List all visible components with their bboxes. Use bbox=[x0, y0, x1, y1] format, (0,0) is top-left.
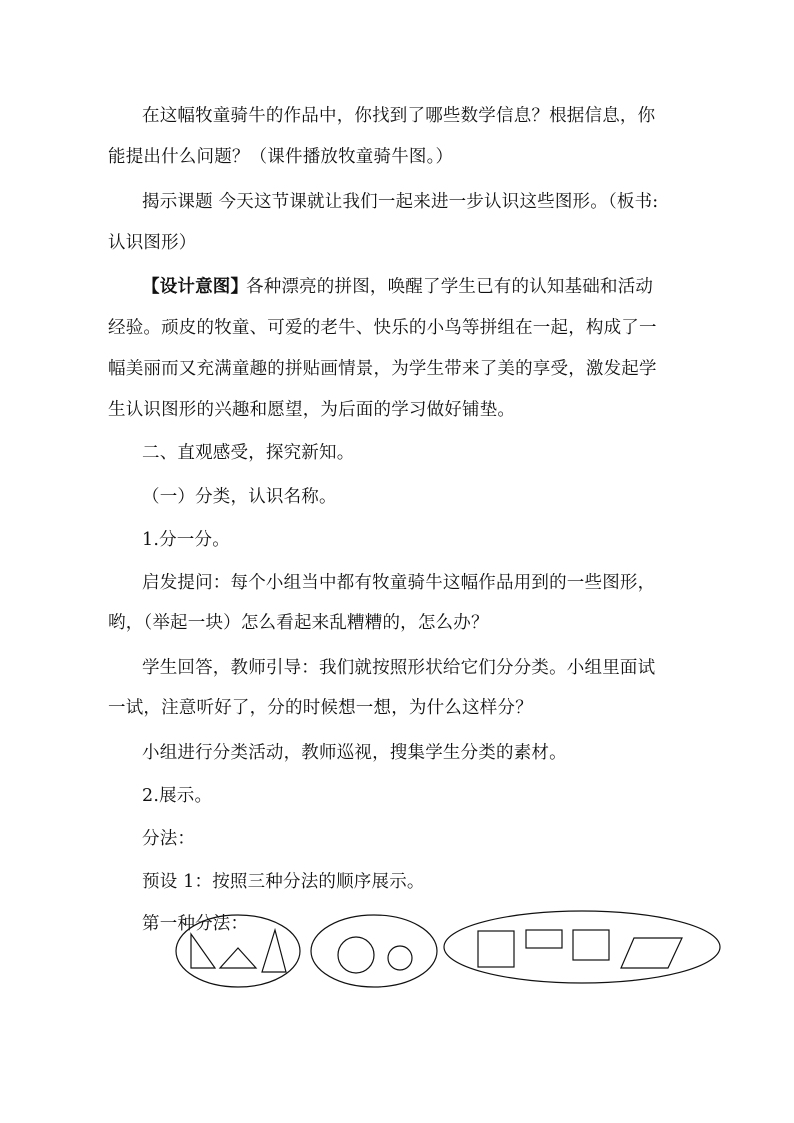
step-heading-1: 1.分一分。 bbox=[142, 530, 230, 550]
text-line-4: 认识图形） bbox=[108, 233, 197, 253]
text-line-8: 生认识图形的兴趣和愿望，为后面的学习做好铺垫。 bbox=[108, 400, 516, 420]
text-line-16: 第一种分法： bbox=[142, 914, 249, 934]
text-line-14: 分法： bbox=[142, 829, 196, 849]
text-line-11: 学生回答，教师引导：我们就按照形状给它们分分类。小组里面试 bbox=[142, 658, 656, 678]
text-line-15: 预设 1：按照三种分法的顺序展示。 bbox=[142, 872, 425, 892]
section-heading-2: 二、直观感受，探究新知。 bbox=[142, 443, 355, 463]
circle-shape-1 bbox=[338, 937, 374, 973]
rectangle-shape-1 bbox=[526, 930, 562, 948]
text-line-12: 一试，注意听好了，分的时候想一想，为什么这样分？ bbox=[108, 698, 533, 718]
text-line-2: 能提出什么问题？（课件播放牧童骑牛图。） bbox=[108, 147, 454, 167]
design-intent-label: 【设计意图】 bbox=[142, 277, 249, 297]
text-line-10: 哟，（举起一块）怎么看起来乱糟糟的，怎么办？ bbox=[108, 613, 489, 633]
rectangle-shape-2 bbox=[573, 930, 609, 960]
text-line-3: 揭示课题 今天这节课就让我们一起来进一步认识这些图形。（板书: bbox=[142, 192, 659, 212]
parallelogram-shape-1 bbox=[621, 938, 682, 968]
circle-shape-2 bbox=[388, 946, 412, 970]
text-line-6: 经验。顽皮的牧童、可爱的老牛、快乐的小鸟等拼组在一起，构成了一 bbox=[108, 318, 657, 338]
square-shape-1 bbox=[478, 931, 514, 967]
quadrilateral-group-ellipse bbox=[444, 911, 720, 983]
text-line-1: 在这幅牧童骑牛的作品中，你找到了哪些数学信息？根据信息，你 bbox=[142, 106, 656, 126]
text-line-5: 各种漂亮的拼图，唤醒了学生已有的认知基础和活动 bbox=[246, 277, 654, 297]
step-heading-2: 2.展示。 bbox=[142, 786, 213, 806]
text-line-9: 启发提问：每个小组当中都有牧童骑牛这幅作品用到的一些图形， bbox=[142, 573, 656, 593]
text-line-7: 幅美丽而又充满童趣的拼贴画情景，为学生带来了美的享受，激发起学 bbox=[108, 359, 657, 379]
subsection-heading-1: （一）分类，认识名称。 bbox=[142, 487, 337, 507]
text-line-13: 小组进行分类活动，教师巡视，搜集学生分类的素材。 bbox=[142, 743, 567, 763]
triangle-shape-3 bbox=[262, 930, 286, 972]
triangle-shape-2 bbox=[220, 948, 256, 968]
circle-group-ellipse bbox=[311, 915, 437, 987]
